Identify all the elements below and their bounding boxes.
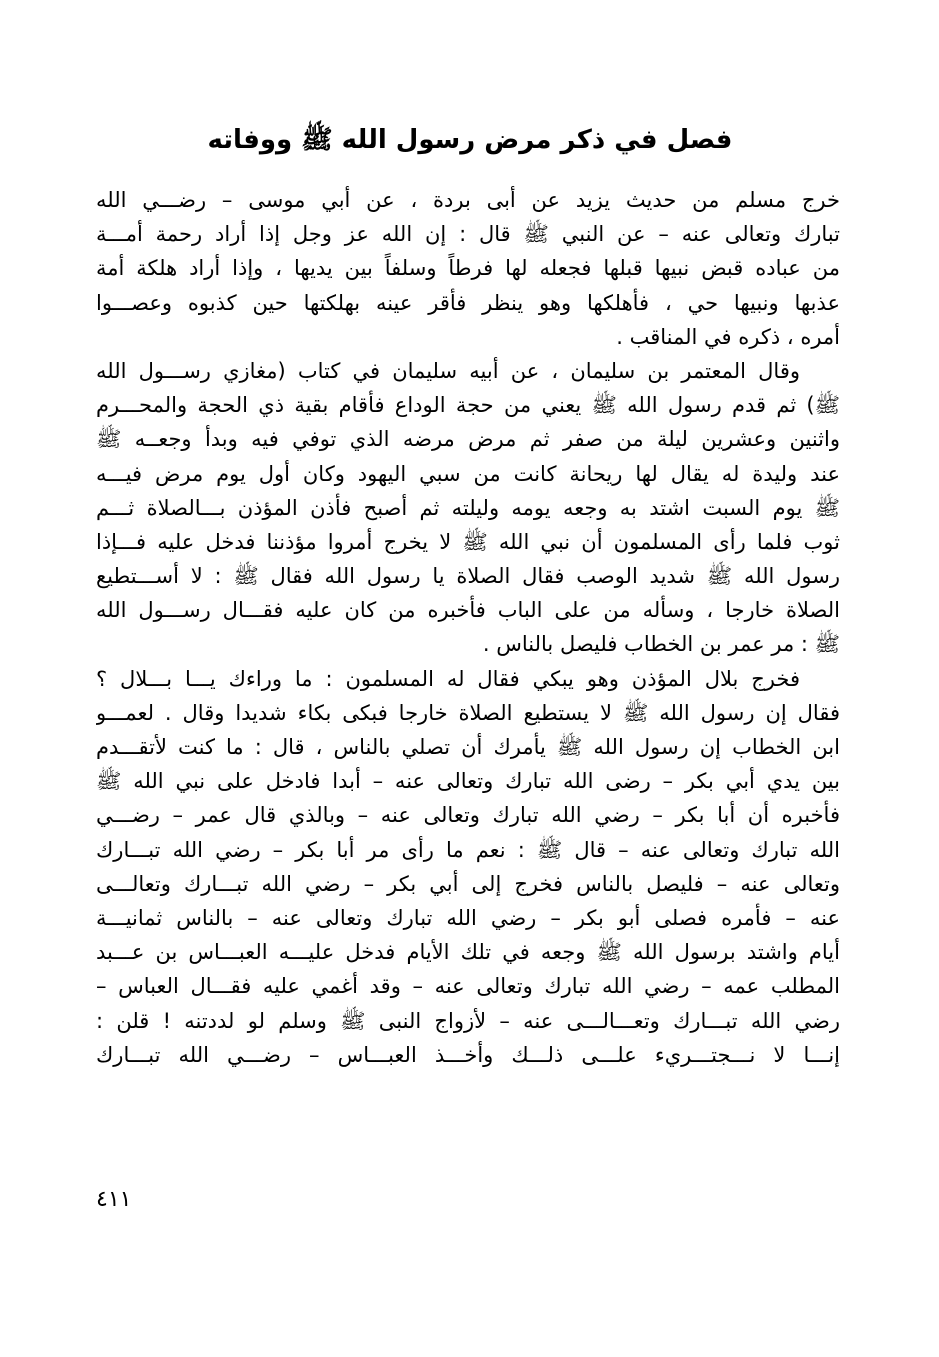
text-line: فخرج بلال المؤذن وهو يبكي فقال له المسلمون : ما وراءك يـــا بـــلال ؟ [96,666,800,691]
text-line: رسول الله ﷺ شديد الوصب فقال الصلاة يا رسول الله فقال ﷺ : لا أســـتطيع [96,564,840,589]
text-line: من عباده قبض نبيها قبلها فجعله لها فرطاً وسلفاً بين يديها ، وإذا أراد هلكة أمة [96,256,840,281]
text-line: إنـــا لا نـــجتـــريء علـــى ذلـــك وأخـــذ العبـــاس – رضـــي الله تبـــارك [96,1042,840,1067]
text-line: وتعالى عنه – فليصل بالناس فخرج إلى أبي بكر – رضي الله تبـــارك وتعالـــى [96,871,840,896]
body-text [96,183,840,1072]
section-title: فصل في ذكر مرض رسول الله ﷺ ووفاته [207,125,733,155]
text-line: ﷺ : مر عمر بن الخطاب فليصل بالناس . [482,632,840,657]
text-line: ﷺ يوم السبت اشتد به وجعه يومه وليلته ثم أصبح فأذن المؤذن بـــالصلاة ثـــم [96,495,840,520]
text-line: ﷺ) ثم قدم رسول الله ﷺ يعني من حجة الوداع فأقام بقية ذي الحجة والمحـــرم [96,393,840,418]
text-line: رضي الله تبـــارك وتعـــالـــى عنه – لأزواج النبى ﷺ وسلم لو لددتنه ! قلن : [96,1008,840,1033]
text-line: عذبها ونبيها حي ، فأهلكها وهو ينظر فأقر عينه بهلكتها حين كذبوه وعصـــوا [96,290,840,315]
text-line: ثوب فلما رأى المسلمون أن نبي الله ﷺ لا يخرج أمروا مؤذننا فدخل عليه فـــإذا [96,529,840,554]
text-line: تبارك وتعالى عنه – عن النبي ﷺ قال : إن الله عز وجل إذا أراد رحمة أمـــة [96,222,840,247]
text-line: خرج مسلم من حديث يزيد عن أبى بردة ، عن أبي موسى – رضـــي الله [96,188,840,212]
text-line: عند وليدة له يقال لها ريحانة كانت من سبي اليهود وكان أول يوم مرض فيـــه [96,461,840,486]
text-line: أيام واشتد برسول الله ﷺ وجعه في تلك الأيام فدخل عليـــه العبـــاس بن عـــبد [96,940,840,965]
text-line: ابن الخطاب إن رسول الله ﷺ يأمرك أن تصلي بالناس ، قال : ما كنت لأتقـــدم [96,735,840,759]
text-line: الله تبارك وتعالى عنه – قال ﷺ : نعم ما رأى مر أبا بكر – رضي الله تبـــارك [96,837,840,862]
text-line: أمره ، ذكره في المناقب . [616,324,840,349]
text-line: عنه – فأمره فصلى أبو بكر – رضي الله تبارك وتعالى عنه – بالناس ثمانيـــة [96,905,840,930]
text-line: فقال إن رسول الله ﷺ لا يستطيع الصلاة خارجا فبكى بكاء شديدا وقال . لعمـــو [96,700,840,725]
text-line: وقال المعتمر بن سليمان ، عن أبيه سليمان في كتاب (مغازي رســـول الله [96,358,800,383]
text-line: الصلاة خارجا ، وسأله من على الباب فأخبره من كان عليه فقـــال رســـول الله [96,598,840,623]
text-line: بين يدي أبي بكر – رضى الله تبارك وتعالى عنه – أبدا فادخل على نبي الله ﷺ [96,769,840,794]
text-line: واثنين وعشرين ليلة من صفر ثم مرض مرضه الذي توفي فيه وبدأ وجعــه ﷺ [96,427,840,452]
page-number: ٤١١ [96,1187,132,1212]
text-line: المطلب عمه – رضي الله تبارك وتعالى عنه – وقد أغمي عليه فقـــال العباس – [96,974,840,999]
text-line: فأخبره أن أبا بكر – رضي الله تبارك وتعالى عنه – وبالذي قال عمر – رضـــي [96,803,840,828]
